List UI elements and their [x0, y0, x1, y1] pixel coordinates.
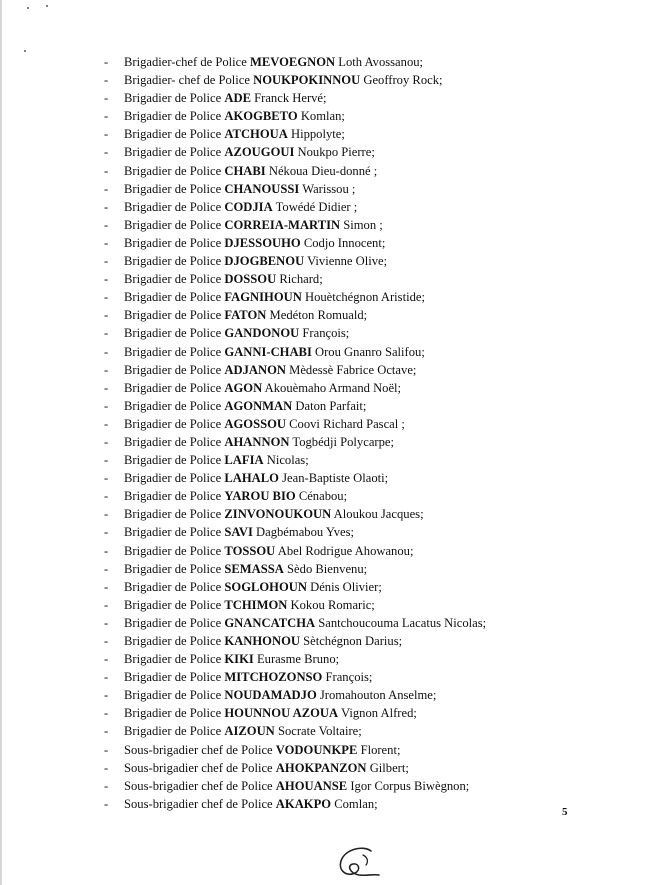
entry-rank: Brigadier de Police — [124, 272, 222, 287]
list-item — [104, 234, 644, 252]
list-item — [104, 704, 644, 722]
entry-given-names: Santchoucouma Lacatus Nicolas; — [318, 615, 487, 630]
entry-surname: AHOKPANZON — [275, 760, 367, 775]
scan-speck — [46, 5, 48, 7]
entry-rank: Brigadier de Police — [124, 145, 222, 160]
list-bullet: - — [104, 181, 109, 196]
entry-text — [124, 614, 486, 632]
entry-text — [124, 487, 347, 505]
entry-given-names: Towédé Didier ; — [275, 199, 358, 214]
list-item — [104, 306, 644, 324]
list-item — [104, 469, 644, 487]
entry-surname: CORREIA-MARTIN — [224, 217, 341, 232]
entry-text — [124, 451, 309, 469]
scan-speck — [27, 7, 29, 9]
entry-surname: AGONMAN — [224, 398, 293, 413]
list-bullet: - — [104, 634, 109, 648]
entry-given-names: Socrate Voltaire; — [277, 724, 362, 739]
entry-text — [124, 741, 400, 759]
entry-surname: AIZOUN — [224, 724, 275, 739]
list-bullet: - — [104, 742, 109, 757]
entry-rank: Brigadier de Police — [124, 525, 222, 540]
entry-rank: Brigadier de Police — [124, 290, 222, 305]
list-bullet: - — [104, 796, 109, 811]
entry-given-names: Warissou ; — [302, 181, 356, 196]
entry-given-names: Eurasme Bruno; — [256, 652, 340, 667]
entry-given-names: Komlan; — [300, 109, 345, 124]
entry-given-names: Noukpo Pierre; — [297, 145, 375, 160]
entry-given-names: Vignon Alfred; — [341, 706, 417, 721]
entry-surname: AZOUGOUI — [224, 145, 295, 160]
entry-given-names: Nékoua Dieu-donné ; — [268, 163, 378, 178]
entry-text — [124, 143, 375, 161]
entry-text — [124, 578, 382, 596]
list-bullet: - — [104, 380, 109, 395]
list-bullet: - — [104, 615, 109, 630]
entry-surname: ADE — [224, 91, 251, 106]
entry-text — [124, 361, 416, 379]
list-item — [104, 560, 644, 578]
list-item — [104, 89, 644, 107]
list-bullet: - — [104, 760, 109, 775]
entry-text — [124, 415, 405, 433]
entry-surname: DJESSOUHO — [224, 235, 301, 250]
list-bullet: - — [104, 489, 109, 504]
entry-given-names: Dagbémabou Yves; — [256, 525, 354, 540]
entry-surname: AHOUANSE — [275, 778, 348, 793]
list-item — [104, 650, 644, 668]
list-item — [104, 125, 644, 143]
entry-rank: Brigadier de Police — [124, 471, 222, 486]
list-item — [104, 487, 644, 505]
entry-given-names: Jromahouton Anselme; — [319, 688, 437, 703]
entry-surname: NOUDAMADJO — [224, 688, 317, 703]
entry-surname: SOGLOHOUN — [224, 579, 307, 594]
entry-rank: Brigadier de Police — [124, 217, 222, 232]
list-bullet: - — [104, 163, 109, 178]
entry-given-names: Nicolas; — [266, 453, 309, 468]
entry-text — [124, 596, 375, 614]
entry-text — [124, 686, 436, 704]
list-bullet: - — [104, 778, 109, 793]
list-bullet: - — [104, 434, 109, 449]
entry-text — [124, 306, 367, 324]
entry-text — [124, 216, 383, 234]
list-item — [104, 451, 644, 469]
list-bullet: - — [104, 561, 109, 576]
list-bullet: - — [104, 55, 109, 69]
entry-rank: Brigadier de Police — [124, 507, 222, 522]
entry-rank: Brigadier de Police — [124, 398, 222, 413]
entry-text — [124, 469, 388, 487]
entry-given-names: Igor Corpus Biwègnon; — [350, 778, 470, 793]
entry-given-names: Houètchégnon Aristide; — [304, 290, 425, 305]
list-item — [104, 741, 644, 759]
list-item — [104, 759, 644, 777]
list-bullet: - — [104, 706, 109, 721]
entry-text — [124, 759, 409, 777]
entry-given-names: Mèdessè Fabrice Octave; — [289, 362, 417, 377]
entry-text — [124, 288, 425, 306]
entry-text — [124, 433, 394, 451]
entry-given-names: Kokou Romaric; — [290, 597, 375, 612]
entry-surname: GANNI-CHABI — [224, 344, 312, 359]
entry-text — [124, 234, 385, 252]
entry-given-names: Sèdo Bienvenu; — [287, 561, 368, 576]
entry-surname: AHANNON — [224, 434, 290, 449]
entry-surname: ZINVONOUKOUN — [224, 507, 332, 522]
entry-rank: Brigadier de Police — [124, 163, 222, 178]
page-edge-shadow — [0, 0, 2, 885]
list-item — [104, 361, 644, 379]
list-item — [104, 71, 644, 89]
entry-surname: HOUNNOU AZOUA — [224, 706, 339, 721]
entry-surname: VODOUNKPE — [275, 742, 358, 757]
list-item — [104, 505, 644, 523]
list-bullet: - — [104, 73, 109, 88]
entry-rank: Brigadier de Police — [124, 543, 222, 558]
list-item — [104, 288, 644, 306]
list-bullet: - — [104, 308, 109, 323]
entry-surname: FATON — [224, 308, 267, 323]
entry-rank: Sous-brigadier chef de Police — [124, 742, 273, 757]
list-item — [104, 523, 644, 541]
entry-text — [124, 650, 339, 668]
entry-text — [124, 505, 424, 523]
entry-surname: KIKI — [224, 652, 254, 667]
entry-given-names: Florent; — [360, 742, 401, 757]
entry-rank: Sous-brigadier chef de Police — [124, 760, 273, 775]
list-item — [104, 143, 644, 161]
entry-surname: TOSSOU — [224, 543, 276, 558]
entry-rank: Sous-brigadier chef de Police — [124, 796, 273, 811]
entry-rank: Brigadier de Police — [124, 688, 222, 703]
entry-rank: Brigadier de Police — [124, 634, 222, 648]
entry-rank: Brigadier de Police — [124, 670, 222, 685]
entry-rank: Brigadier-chef de Police — [124, 55, 247, 69]
entry-given-names: Aloukou Jacques; — [333, 507, 424, 522]
list-item — [104, 397, 644, 415]
entry-rank: Brigadier de Police — [124, 615, 222, 630]
list-item — [104, 614, 644, 632]
entry-rank: Brigadier de Police — [124, 706, 222, 721]
entry-rank: Brigadier de Police — [124, 109, 222, 124]
entry-surname: MITCHOZONSO — [224, 670, 323, 685]
entry-rank: Brigadier de Police — [124, 344, 222, 359]
entry-given-names: Akouèmaho Armand Noël; — [264, 380, 402, 395]
list-bullet: - — [104, 254, 109, 269]
entry-text — [124, 89, 327, 107]
entry-given-names: Sètchégnon Darius; — [303, 634, 403, 648]
entry-text — [124, 632, 402, 650]
list-bullet: - — [104, 416, 109, 431]
entry-rank: Brigadier de Police — [124, 326, 222, 341]
entry-text — [124, 270, 323, 288]
entry-text — [124, 180, 355, 198]
entry-given-names: Richard; — [279, 272, 323, 287]
list-bullet: - — [104, 652, 109, 667]
entry-surname: TCHIMON — [224, 597, 288, 612]
entry-given-names: Coovi Richard Pascal ; — [289, 416, 405, 431]
entry-text — [124, 722, 362, 740]
list-item — [104, 686, 644, 704]
list-bullet: - — [104, 507, 109, 522]
list-item — [104, 415, 644, 433]
entry-surname: CHANOUSSI — [224, 181, 300, 196]
entry-surname: AKAKPO — [275, 796, 332, 811]
list-item — [104, 542, 644, 560]
list-item — [104, 53, 644, 71]
entry-given-names: Hippolyte; — [290, 127, 345, 142]
list-item — [104, 668, 644, 686]
entry-text — [124, 668, 372, 686]
entry-surname: CODJIA — [224, 199, 273, 214]
entry-given-names: Franck Hervé; — [254, 91, 327, 106]
page-number: 5 — [562, 806, 568, 818]
list-item — [104, 180, 644, 198]
entry-given-names: Comlan; — [334, 796, 378, 811]
entry-rank: Sous-brigadier chef de Police — [124, 778, 273, 793]
list-item — [104, 162, 644, 180]
list-item — [104, 722, 644, 740]
entry-rank: Brigadier de Police — [124, 254, 222, 269]
entry-rank: Brigadier de Police — [124, 453, 222, 468]
list-bullet: - — [104, 199, 109, 214]
list-item — [104, 632, 644, 650]
entry-surname: AKOGBETO — [224, 109, 298, 124]
list-bullet: - — [104, 453, 109, 468]
entry-text — [124, 704, 417, 722]
entry-given-names: Jean-Baptiste Olaoti; — [282, 471, 389, 486]
entry-given-names: Gilbert; — [369, 760, 409, 775]
handwritten-initials-icon — [333, 845, 383, 881]
entry-rank: Brigadier de Police — [124, 181, 222, 196]
list-item — [104, 596, 644, 614]
entry-given-names: Cénabou; — [298, 489, 348, 504]
entry-rank: Brigadier de Police — [124, 652, 222, 667]
entry-rank: Brigadier de Police — [124, 561, 222, 576]
entry-text — [124, 162, 377, 180]
list-bullet: - — [104, 272, 109, 287]
entry-rank: Brigadier de Police — [124, 416, 222, 431]
entry-surname: GANDONOU — [224, 326, 300, 341]
entry-surname: FAGNIHOUN — [224, 290, 302, 305]
entry-text — [124, 560, 367, 578]
entry-rank: Brigadier de Police — [124, 199, 222, 214]
entry-given-names: Togbédji Polycarpe; — [292, 434, 394, 449]
list-bullet: - — [104, 326, 109, 341]
entry-surname: MEVOEGNON — [250, 55, 336, 69]
entry-rank: Brigadier de Police — [124, 380, 222, 395]
entry-rank: Brigadier de Police — [124, 91, 222, 106]
entry-text — [124, 795, 378, 813]
list-item — [104, 324, 644, 342]
list-item — [104, 433, 644, 451]
list-bullet: - — [104, 217, 109, 232]
entry-surname: ADJANON — [224, 362, 286, 377]
list-bullet: - — [104, 235, 109, 250]
entry-given-names: Vivienne Olive; — [307, 254, 388, 269]
list-bullet: - — [104, 471, 109, 486]
entry-rank: Brigadier de Police — [124, 362, 222, 377]
entry-given-names: Daton Parfait; — [295, 398, 367, 413]
entry-given-names: Loth Avossanou; — [338, 55, 424, 69]
entry-given-names: François; — [302, 326, 350, 341]
entry-surname: SAVI — [224, 525, 253, 540]
entry-given-names: Geoffroy Rock; — [363, 73, 443, 88]
entry-text — [124, 324, 349, 342]
entry-surname: YAROU BIO — [224, 489, 296, 504]
list-bullet: - — [104, 362, 109, 377]
list-bullet: - — [104, 525, 109, 540]
list-bullet: - — [104, 688, 109, 703]
entry-given-names: Simon ; — [343, 217, 383, 232]
entry-rank: Brigadier de Police — [124, 724, 222, 739]
entry-text — [124, 198, 357, 216]
personnel-list — [104, 53, 644, 813]
entry-given-names: Codjo Innocent; — [303, 235, 386, 250]
entry-surname: NOUKPOKINNOU — [253, 73, 361, 88]
list-bullet: - — [104, 109, 109, 124]
list-item — [104, 107, 644, 125]
entry-text — [124, 523, 354, 541]
entry-rank: Brigadier de Police — [124, 127, 222, 142]
entry-text — [124, 53, 423, 71]
entry-text — [124, 379, 401, 397]
list-bullet: - — [104, 543, 109, 558]
list-bullet: - — [104, 724, 109, 739]
entry-surname: CHABI — [224, 163, 266, 178]
list-bullet: - — [104, 127, 109, 142]
entry-surname: ATCHOUA — [224, 127, 288, 142]
entry-rank: Brigadier de Police — [124, 235, 222, 250]
scan-speck — [24, 50, 26, 52]
list-item — [104, 252, 644, 270]
entry-text — [124, 71, 443, 89]
entry-rank: Brigadier de Police — [124, 489, 222, 504]
entry-text — [124, 107, 345, 125]
entry-surname: GNANCATCHA — [224, 615, 316, 630]
entry-given-names: Orou Gnanro Salifou; — [315, 344, 425, 359]
entry-given-names: Abel Rodrigue Ahowanou; — [277, 543, 414, 558]
entry-rank: Brigadier de Police — [124, 597, 222, 612]
entry-text — [124, 343, 425, 361]
list-item — [104, 216, 644, 234]
entry-text — [124, 252, 387, 270]
entry-given-names: François; — [325, 670, 373, 685]
entry-text — [124, 542, 413, 560]
entry-rank: Brigadier de Police — [124, 434, 222, 449]
list-item — [104, 270, 644, 288]
list-bullet: - — [104, 290, 109, 305]
list-bullet: - — [104, 398, 109, 413]
entry-surname: AGON — [224, 380, 263, 395]
entry-text — [124, 125, 345, 143]
entry-text — [124, 777, 469, 795]
entry-surname: LAFIA — [224, 453, 264, 468]
entry-rank: Brigadier de Police — [124, 308, 222, 323]
entry-rank: Brigadier- chef de Police — [124, 73, 250, 88]
list-bullet: - — [104, 670, 109, 685]
entry-surname: SEMASSA — [224, 561, 284, 576]
entry-surname: KANHONOU — [224, 634, 300, 648]
entry-surname: LAHALO — [224, 471, 279, 486]
entry-given-names: Medéton Romuald; — [269, 308, 368, 323]
list-item — [104, 343, 644, 361]
list-item — [104, 777, 644, 795]
list-bullet: - — [104, 579, 109, 594]
entry-rank: Brigadier de Police — [124, 579, 222, 594]
list-bullet: - — [104, 597, 109, 612]
list-item — [104, 198, 644, 216]
list-bullet: - — [104, 145, 109, 160]
entry-surname: DOSSOU — [224, 272, 277, 287]
list-item — [104, 578, 644, 596]
list-item — [104, 379, 644, 397]
list-bullet: - — [104, 91, 109, 106]
entry-given-names: Dénis Olivier; — [310, 579, 382, 594]
entry-surname: AGOSSOU — [224, 416, 286, 431]
entry-surname: DJOGBENOU — [224, 254, 305, 269]
list-bullet: - — [104, 344, 109, 359]
entry-text — [124, 397, 366, 415]
